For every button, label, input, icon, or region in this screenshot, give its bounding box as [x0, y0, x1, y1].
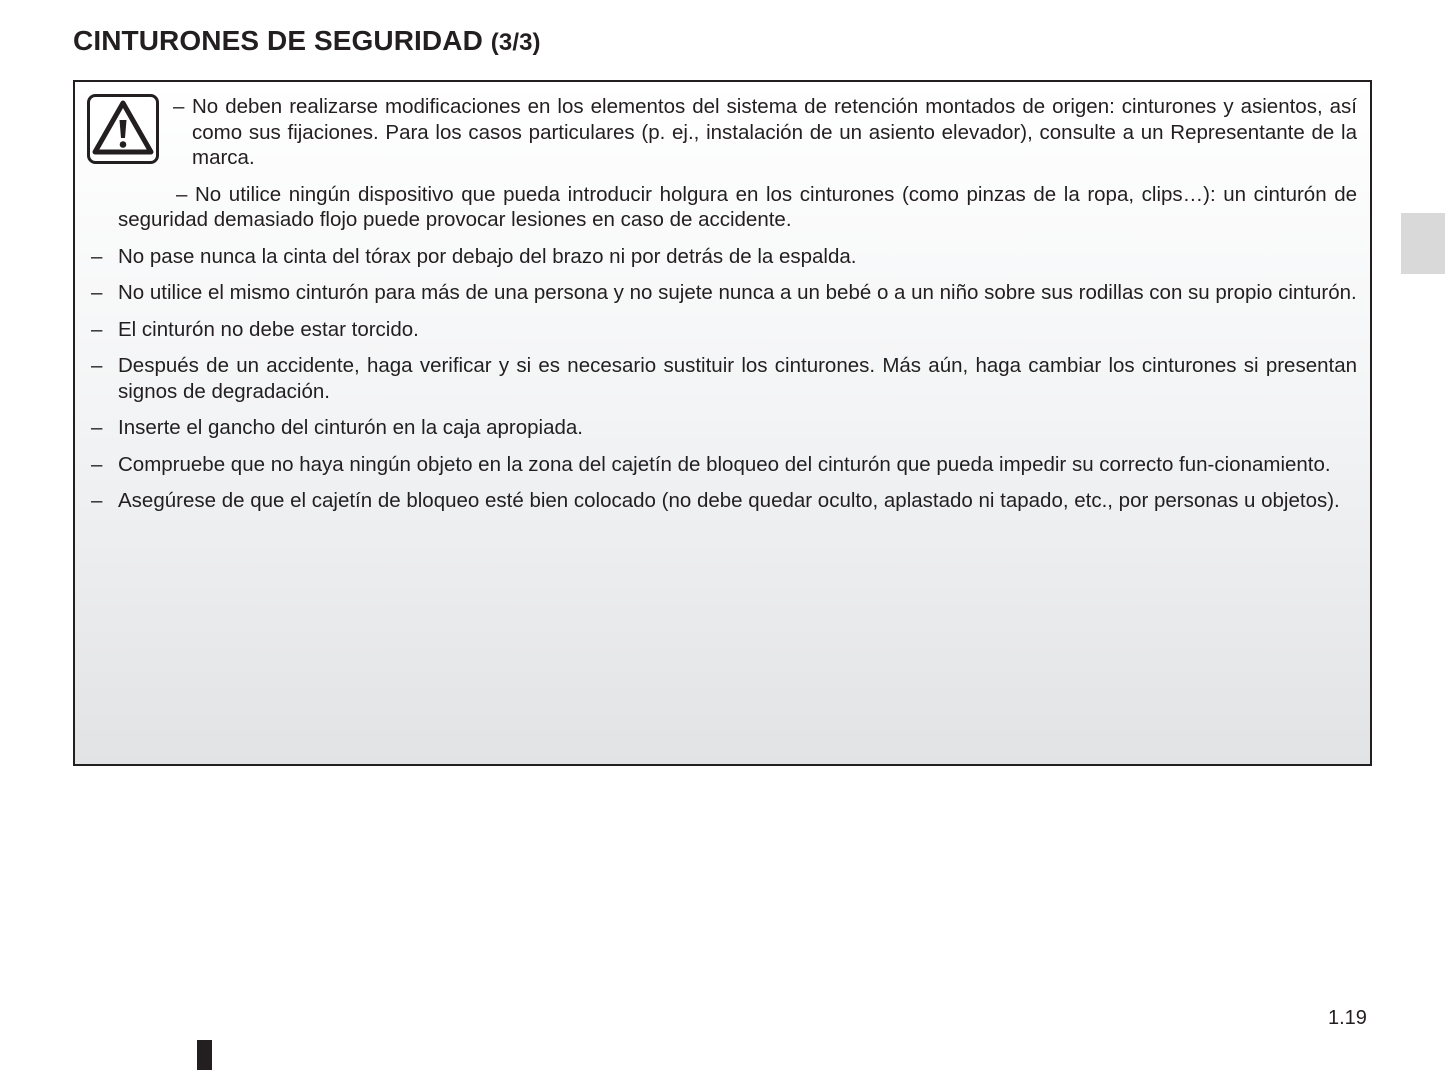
list-item [75, 415, 1370, 441]
page-title-suffix: (3/3) [490, 29, 541, 56]
list-dash: – [91, 354, 103, 377]
list-dash: – [91, 452, 103, 476]
list-item [75, 488, 1370, 514]
list-item-text: Después de un accidente, haga verificar y si es necesario sustituir los cinturones. Más aún, haga cambiar los cinturones si presentan signos de degradación. [118, 354, 1357, 403]
page-title-text: CINTURONES DE SEGURIDAD [73, 25, 483, 56]
list-item-text: Compruebe que no haya ningún objeto en la zona del cajetín de bloqueo del cinturón que pueda impedir su correcto fun-cionamiento. [118, 452, 1331, 476]
list-item-text: Inserte el gancho del cinturón en la caja apropiada. [118, 416, 583, 439]
list-item [75, 317, 1370, 343]
list-item-text: No pase nunca la cinta del tórax por debajo del brazo ni por detrás de la espalda. [118, 244, 857, 268]
page-number: 1.19 [1328, 1007, 1367, 1029]
list-item [75, 244, 1370, 270]
section-tab [1401, 213, 1445, 274]
list-item-text: Asegúrese de que el cajetín de bloqueo esté bien colocado (no debe quedar oculto, aplastado ni tapado, etc., por personas u objetos). [118, 489, 1340, 512]
bottom-marker [197, 1040, 212, 1070]
list-item [75, 452, 1370, 478]
list-dash: – [91, 244, 103, 268]
list-dash: – [91, 416, 103, 439]
list-item [75, 94, 1370, 171]
list-dash: – [91, 489, 103, 512]
page-title [73, 24, 541, 60]
list-item-text: El cinturón no debe estar torcido. [118, 317, 419, 341]
list-item-text: – No utilice ningún dispositivo que pueda introducir holgura en los cinturones (como pinzas de la ropa, clips…): un cinturón de seguridad demasiado flojo puede provocar lesiones en caso de accidente. [118, 182, 1357, 231]
list-dash: – [173, 95, 185, 118]
list-dash: – [91, 281, 103, 304]
list-dash: – [91, 317, 103, 341]
list-item-text: No utilice el mismo cinturón para más de una persona y no sujete nunca a un bebé o a un niño sobre sus rodillas con su propio cinturón. [118, 281, 1357, 304]
list-item [75, 182, 1370, 233]
warning-list [75, 94, 1370, 525]
list-item [75, 280, 1370, 306]
warning-box [73, 80, 1372, 766]
list-item [75, 353, 1370, 404]
list-item-text: No deben realizarse modificaciones en los elementos del sistema de retención montados de origen: cinturones y asientos, así como sus fijaciones. Para los casos particulares (p. ej., instalación de un asiento elevador), consulte a un Representante de la marca. [192, 95, 1357, 169]
